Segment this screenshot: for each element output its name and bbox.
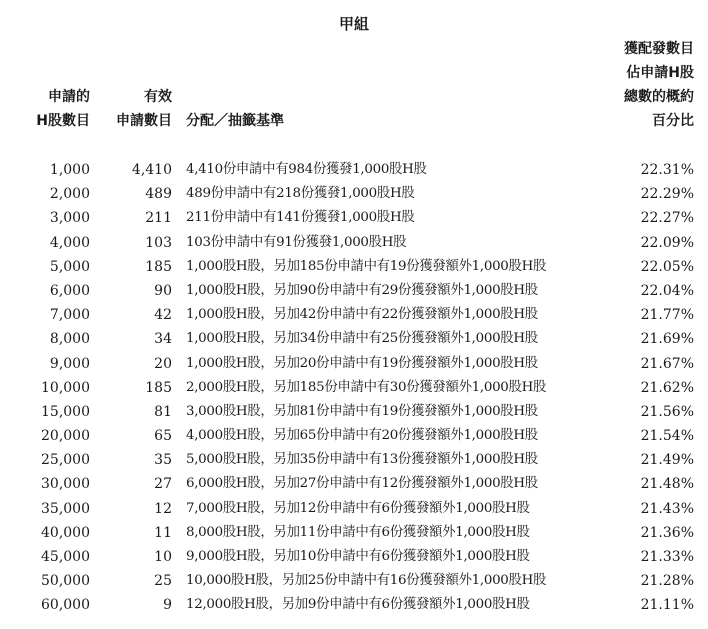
header-line: 獲配發數目	[624, 41, 694, 57]
percentage-cell: 21.36%	[640, 524, 694, 541]
header-line: 有效	[144, 89, 172, 105]
basis-cell: 4,410份申請中有984份獲發1,000股H股	[186, 162, 427, 177]
header-line: 百分比	[652, 113, 694, 129]
shares-cell: 25,000	[41, 452, 90, 469]
table-row	[0, 593, 708, 617]
shares-cell: 3,000	[49, 210, 90, 227]
header-line: 申請數目	[116, 113, 172, 129]
percentage-cell: 22.09%	[640, 234, 694, 251]
percentage-cell: 21.69%	[640, 331, 694, 348]
applications-cell: 81	[154, 403, 172, 420]
table-row	[0, 400, 708, 424]
group-title: 甲組	[338, 15, 369, 33]
shares-cell: 8,000	[49, 331, 90, 348]
basis-cell: 489份申請中有218份獲發1,000股H股	[186, 186, 415, 202]
percentage-cell: 21.28%	[640, 573, 694, 590]
applications-cell: 42	[154, 307, 172, 324]
header-line: H股數目	[36, 113, 90, 129]
shares-cell: 10,000	[41, 379, 90, 396]
table-row	[0, 158, 708, 182]
basis-cell: 9,000股H股，另加10份申請中有6份獲發額外1,000股H股	[186, 549, 530, 564]
applications-cell: 4,410	[131, 162, 172, 178]
percentage-cell: 21.43%	[640, 500, 694, 517]
shares-cell: 15,000	[41, 403, 90, 420]
applications-cell: 25	[154, 573, 172, 590]
percentage-cell: 21.33%	[640, 549, 694, 565]
table-row	[0, 376, 708, 400]
applications-cell: 185	[145, 379, 172, 396]
shares-cell: 7,000	[49, 307, 90, 324]
applications-cell: 185	[145, 258, 172, 275]
applications-cell: 90	[154, 282, 172, 299]
percentage-cell: 22.31%	[640, 162, 694, 178]
applications-cell: 20	[154, 355, 172, 372]
shares-cell: 9,000	[49, 355, 90, 372]
applications-cell: 9	[163, 597, 172, 614]
table-row	[0, 521, 708, 545]
basis-cell: 1,000股H股，另加20份申請中有19份獲發額外1,000股H股	[186, 355, 538, 371]
table-row	[0, 497, 708, 521]
basis-cell: 103份申請中有91份獲發1,000股H股	[186, 234, 407, 250]
shares-cell: 40,000	[41, 524, 90, 541]
header-shares-applied	[20, 85, 90, 133]
header-line: 申請的	[48, 89, 90, 105]
shares-cell: 1,000	[49, 162, 90, 178]
percentage-cell: 21.56%	[640, 403, 694, 420]
basis-cell: 211份申請中有141份獲發1,000股H股	[186, 210, 415, 226]
applications-cell: 12	[154, 500, 172, 517]
table-row	[0, 424, 708, 448]
shares-cell: 6,000	[49, 282, 90, 299]
table-row	[0, 303, 708, 327]
applications-cell: 489	[145, 186, 172, 203]
percentage-cell: 21.54%	[640, 428, 694, 445]
table-row	[0, 327, 708, 351]
basis-cell: 5,000股H股，另加35份申請中有13份獲發額外1,000股H股	[186, 452, 538, 468]
shares-cell: 5,000	[49, 258, 90, 275]
basis-cell: 6,000股H股，另加27份申請中有12份獲發額外1,000股H股	[186, 476, 538, 492]
applications-cell: 35	[154, 452, 172, 469]
percentage-cell: 21.11%	[640, 597, 694, 614]
header-line: 總數的概約	[624, 89, 694, 105]
basis-cell: 1,000股H股，另加42份申請中有22份獲發額外1,000股H股	[186, 307, 538, 323]
applications-cell: 103	[145, 234, 172, 251]
shares-cell: 35,000	[41, 500, 90, 517]
percentage-cell: 21.49%	[640, 452, 694, 469]
percentage-cell: 21.48%	[640, 476, 694, 493]
basis-cell: 1,000股H股，另加185份申請中有19份獲發額外1,000股H股	[186, 258, 547, 274]
table-row	[0, 279, 708, 303]
table-row	[0, 569, 708, 593]
shares-cell: 60,000	[41, 597, 90, 614]
table-row	[0, 545, 708, 569]
basis-cell: 2,000股H股，另加185份申請中有30份獲發額外1,000股H股	[186, 379, 547, 395]
applications-cell: 211	[145, 210, 172, 227]
applications-cell: 65	[154, 428, 172, 445]
allocation-table	[0, 158, 708, 618]
header-valid-applications	[100, 85, 172, 133]
applications-cell: 10	[154, 549, 172, 565]
applications-cell: 11	[154, 524, 172, 541]
basis-cell: 4,000股H股，另加65份申請中有20份獲發額外1,000股H股	[186, 428, 538, 444]
applications-cell: 34	[154, 331, 172, 348]
table-row	[0, 255, 708, 279]
basis-cell: 10,000股H股，另加25份申請中有16份獲發額外1,000股H股	[186, 573, 547, 589]
percentage-cell: 21.77%	[640, 307, 694, 324]
basis-cell: 7,000股H股，另加12份申請中有6份獲發額外1,000股H股	[186, 500, 530, 516]
percentage-cell: 21.67%	[640, 355, 694, 372]
table-row	[0, 182, 708, 206]
header-line: 佔申請H股	[626, 65, 694, 81]
header-allocation-basis: 分配／抽籤基準	[186, 113, 284, 129]
basis-cell: 12,000股H股，另加9份申請中有6份獲發額外1,000股H股	[186, 597, 530, 613]
percentage-cell: 21.62%	[640, 379, 694, 396]
percentage-cell: 22.05%	[640, 258, 694, 275]
shares-cell: 45,000	[41, 549, 90, 565]
percentage-cell: 22.29%	[640, 186, 694, 203]
table-row	[0, 472, 708, 496]
table-row	[0, 448, 708, 472]
basis-cell: 1,000股H股，另加90份申請中有29份獲發額外1,000股H股	[186, 282, 538, 298]
applications-cell: 27	[154, 476, 172, 493]
table-row	[0, 352, 708, 376]
table-row	[0, 231, 708, 255]
basis-cell: 8,000股H股，另加11份申請中有6份獲發額外1,000股H股	[186, 524, 530, 540]
percentage-cell: 22.27%	[640, 210, 694, 227]
table-row	[0, 206, 708, 230]
shares-cell: 2,000	[49, 186, 90, 203]
header-approx-percentage	[590, 37, 694, 133]
basis-cell: 3,000股H股，另加81份申請中有19份獲發額外1,000股H股	[186, 403, 538, 419]
shares-cell: 4,000	[49, 234, 90, 251]
shares-cell: 50,000	[41, 573, 90, 590]
shares-cell: 30,000	[41, 476, 90, 493]
basis-cell: 1,000股H股，另加34份申請中有25份獲發額外1,000股H股	[186, 331, 538, 347]
shares-cell: 20,000	[41, 428, 90, 445]
percentage-cell: 22.04%	[640, 282, 694, 299]
